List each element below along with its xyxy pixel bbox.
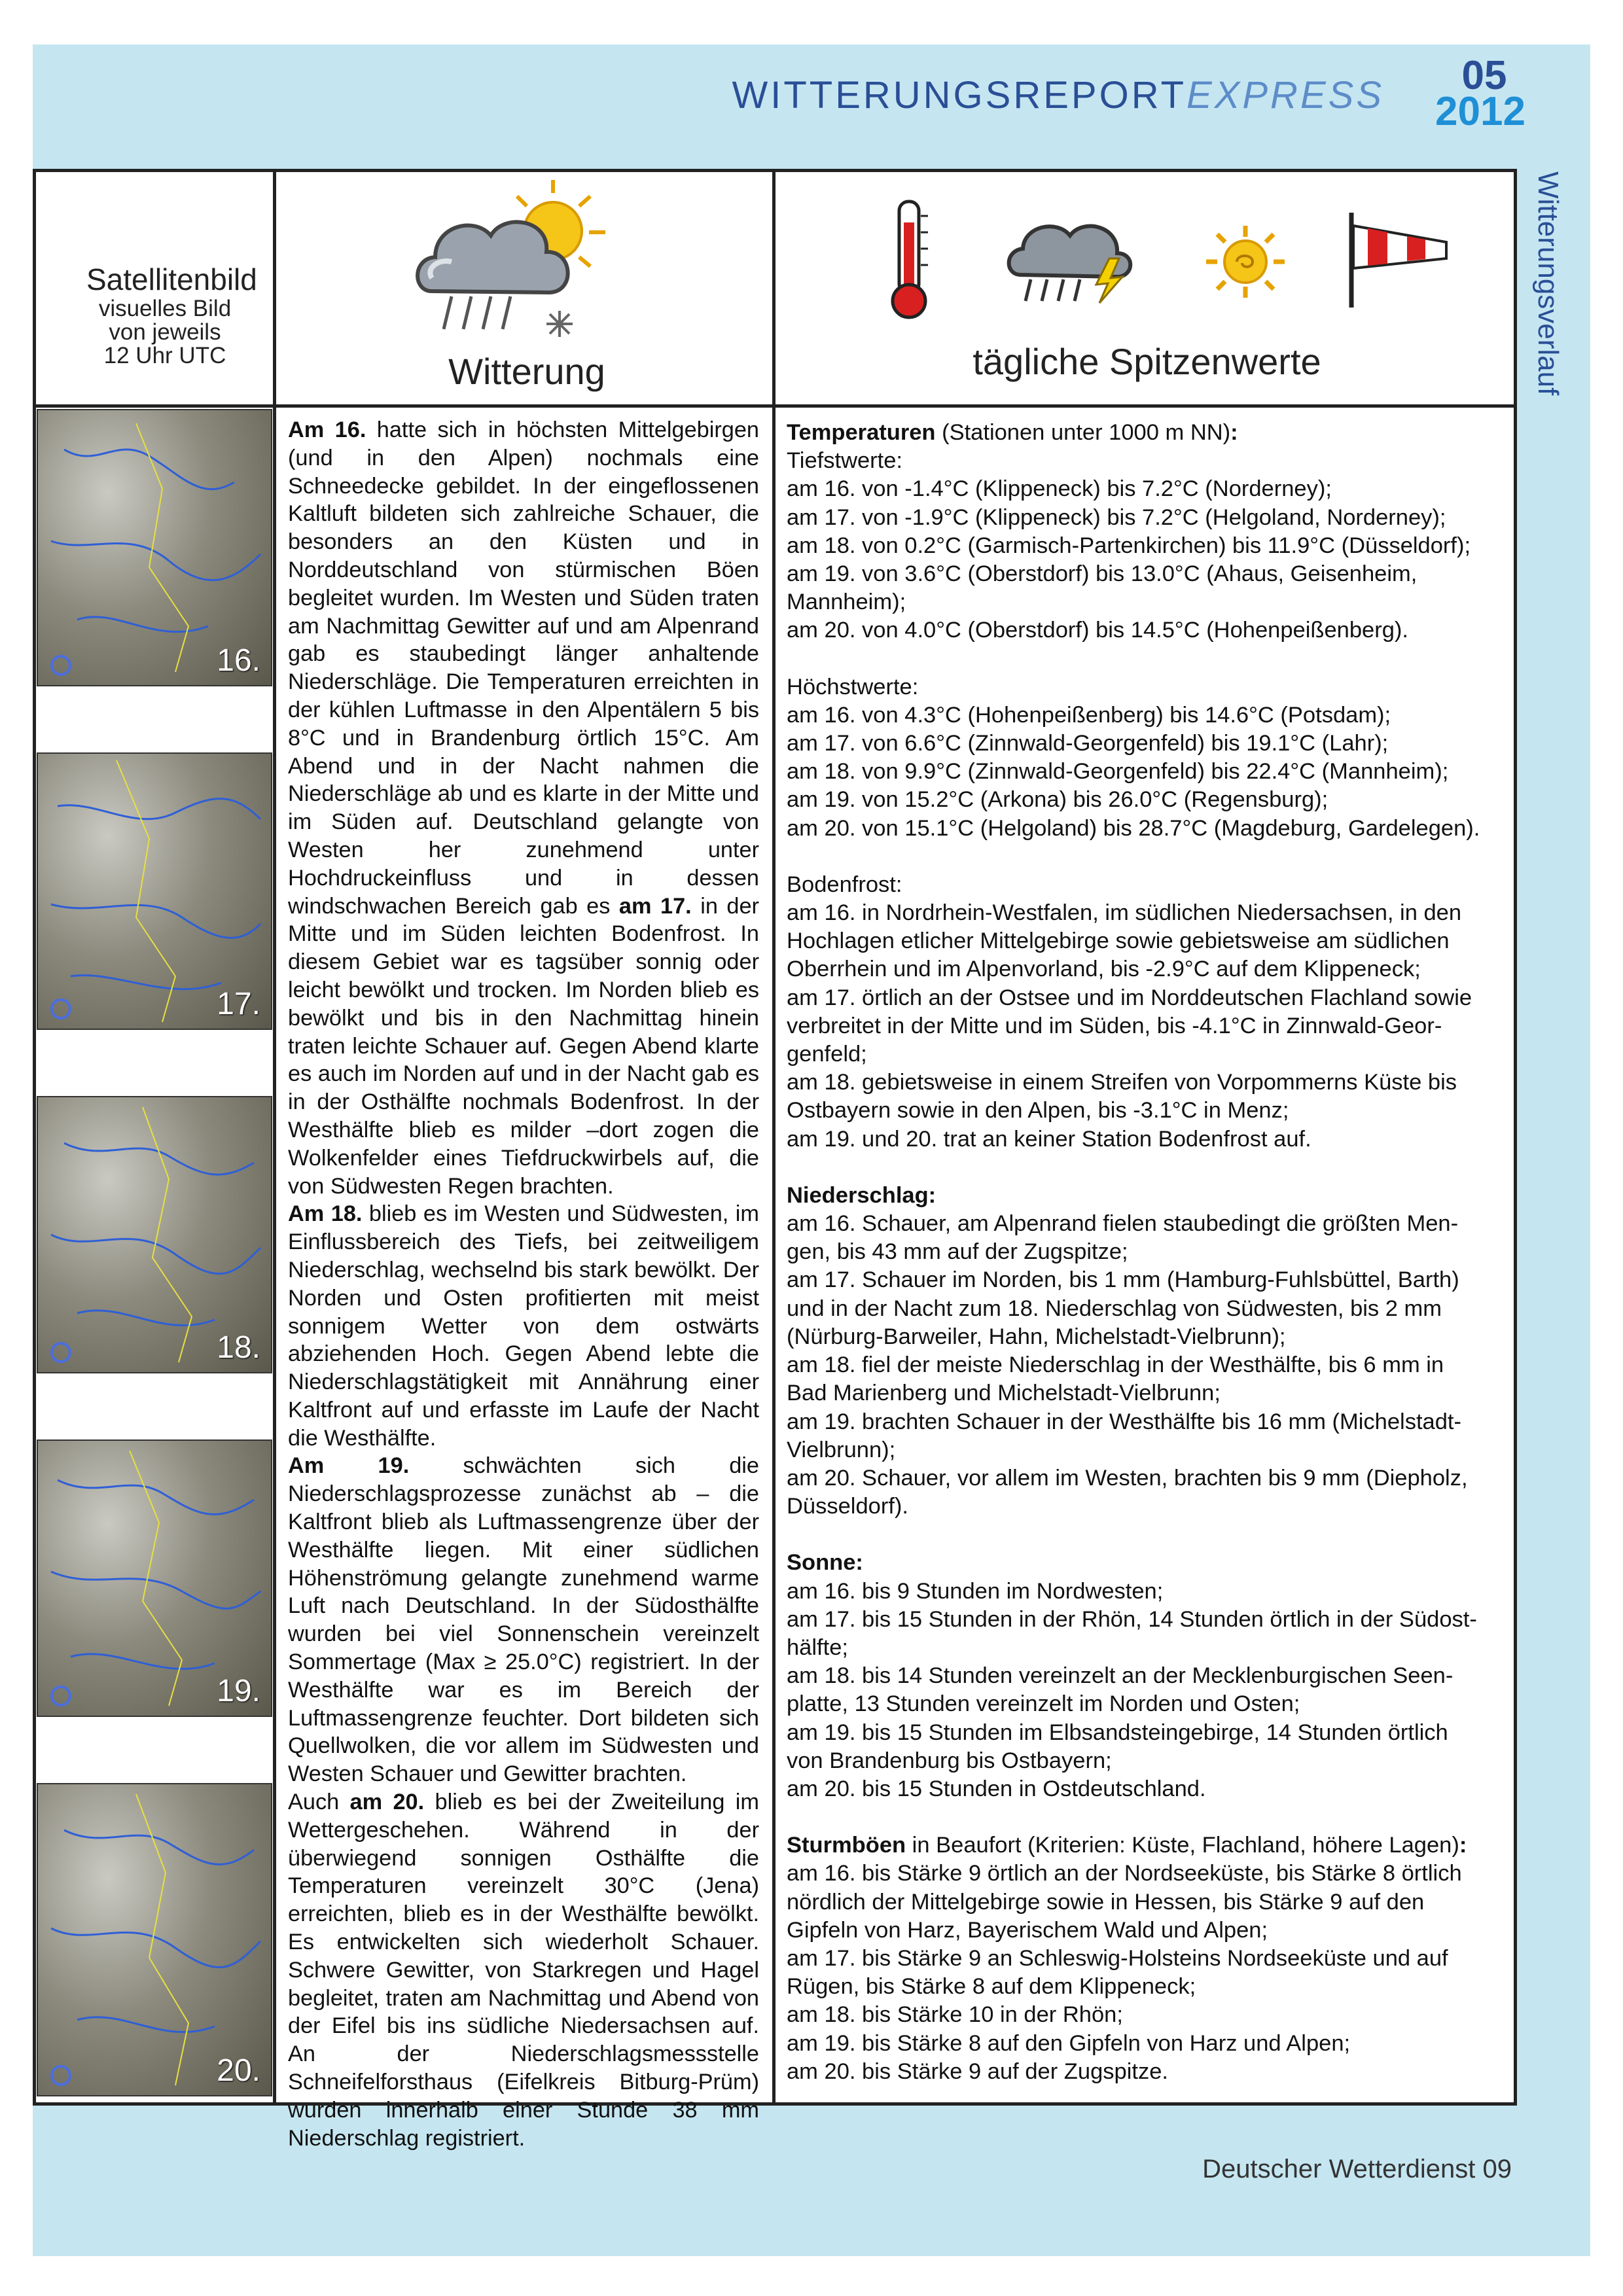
- subsection-label: Höchstwerte:: [787, 674, 919, 699]
- value-line: am 19. von 15.2°C (Arkona) bis 26.0°C (Regensburg);: [787, 787, 1329, 813]
- max-temperature-list: [787, 701, 1510, 843]
- max-temperature-section: [787, 673, 1510, 843]
- sunshine-section: [787, 1549, 1510, 1803]
- subsection-label: Tiefstwerte:: [787, 448, 903, 474]
- precipitation-section: [787, 1182, 1510, 1521]
- section-heading: Temperaturen (Stationen unter 1000 m NN):: [787, 420, 1238, 445]
- value-line: verbreitet in der Mitte und im Süden, bis -4.1°C in Zinnwald-Geor-: [787, 1013, 1442, 1038]
- value-line: Rügen, bis Stärke 8 auf dem Klippeneck;: [787, 1974, 1196, 2000]
- value-line: von Brandenburg bis Ostbayern;: [787, 1748, 1112, 1773]
- value-line: am 17. Schauer im Norden, bis 1 mm (Hamburg-Fuhlsbüttel, Barth): [787, 1267, 1459, 1293]
- issue-month: 05: [1461, 53, 1507, 98]
- satellite-image-label: 18.: [217, 1330, 260, 1365]
- value-line: Ostbayern sowie in den Alpen, bis -3.1°C in Menz;: [787, 1098, 1289, 1123]
- value-line: am 16. von -1.4°C (Klippeneck) bis 7.2°C (Norderney);: [787, 476, 1332, 502]
- precipitation-list: [787, 1210, 1510, 1521]
- value-line: am 17. bis 15 Stunden in der Rhön, 14 Stunden örtlich in der Südost-: [787, 1606, 1477, 1632]
- issue-year: 2012: [1435, 89, 1525, 134]
- value-line: Gipfeln von Harz, Bayerischem Wald und Alpen;: [787, 1917, 1268, 1943]
- satellite-image: [37, 409, 272, 686]
- value-line: Mannheim);: [787, 590, 906, 615]
- value-line: nördlich der Mittelgebirge sowie in Hessen, bis Stärke 9 auf den: [787, 1889, 1425, 1915]
- value-line: am 19. und 20. trat an keiner Station Bodenfrost auf.: [787, 1126, 1311, 1152]
- paragraph-day-19: Am 19. schwächten sich die Niederschlagsprozesse zunächst ab – die Kaltfront blieb als Luftmassengrenze über der Westhälfte liegen. Mit einer südlichen Höhenströmung gelangte zunehmend warme Luft nach Deutschland. In der Südosthälfte wurden bei viel Sonnenschein vereinzelt Sommertage (Max ≥ 25.0°C) registriert. In der Westhälfte war es im Bereich der Luftmassengrenze feuchter. Dort bildeten sich Quellwolken, die vor allem im Südwesten und Westen Schauer und Gewitter brachten.: [288, 1453, 759, 1787]
- value-line: am 16. Schauer, am Alpenrand fielen staubedingt die größten Men-: [787, 1211, 1459, 1237]
- value-line: Oberrhein und im Alpenvorland, bis -2.9°C auf dem Klippeneck;: [787, 957, 1421, 982]
- column-divider: [772, 169, 776, 2106]
- value-line: am 18. bis 14 Stunden vereinzelt an der Mecklenburgischen Seen-: [787, 1663, 1454, 1689]
- satellite-column-heading: Satellitenbild visuelles Bild von jeweils 12 Uhr UTC: [86, 262, 257, 368]
- value-line: am 18. von 9.9°C (Zinnwald-Georgenfeld) bis 22.4°C (Mannheim);: [787, 759, 1449, 785]
- satellite-image: [37, 752, 272, 1030]
- weather-column-heading: Witterung: [448, 351, 605, 392]
- satellite-image: [37, 1096, 272, 1373]
- ground-frost-list: [787, 899, 1510, 1154]
- value-line: am 17. örtlich an der Ostsee und im Norddeutschen Flachland sowie: [787, 985, 1472, 1010]
- paragraph-day-20: Auch am 20. blieb es bei der Zweiteilung im Wettergeschehen. Während in der überwiegend sonnigen Osthälfte die Temperaturen vereinzelt 30°C (Jena) erreichten, blieb es in der Westhälfte bewölkt. Es entwickelten sich wiederholt Schauer. Schwere Gewitter, von Starkregen und Hagel begleitet, traten am Nachmittag und Abend von der Eifel bis ins südliche Niedersachsen auf. An der Niederschlagsmessstelle Schneifelforsthaus (Eifelkreis Bitburg-Prüm) wurden innerhalb einer Stunde 38 mm Niederschlag registriert.: [288, 1790, 759, 2151]
- satellite-image-label: 19.: [217, 1674, 260, 1708]
- side-band: [1517, 169, 1590, 2106]
- value-line: am 18. bis Stärke 10 in der Rhön;: [787, 2002, 1123, 2028]
- value-line: am 16. bis 9 Stunden im Nordwesten;: [787, 1578, 1164, 1604]
- value-line: Düsseldorf).: [787, 1494, 908, 1519]
- section-heading: Sonne:: [787, 1550, 863, 1576]
- value-line: am 18. von 0.2°C (Garmisch-Partenkirchen) bis 11.9°C (Düsseldorf);: [787, 533, 1471, 558]
- satellite-image-label: 17.: [217, 987, 260, 1021]
- value-line: am 17. bis Stärke 9 an Schleswig-Holsteins Nordseeküste und auf: [787, 1945, 1448, 1971]
- value-line: am 16. von 4.3°C (Hohenpeißenberg) bis 14.6°C (Potsdam);: [787, 702, 1391, 728]
- gust-list: [787, 1860, 1510, 2086]
- value-line: am 20. von 4.0°C (Oberstdorf) bis 14.5°C (Hohenpeißenberg).: [787, 618, 1408, 643]
- sunshine-list: [787, 1578, 1510, 1804]
- temperature-section: [787, 419, 1510, 645]
- gust-section: [787, 1831, 1510, 2086]
- column-divider: [273, 169, 276, 2106]
- section-heading: Sturmböen in Beaufort (Kriterien: Küste, Flachland, höhere Lagen):: [787, 1833, 1467, 1858]
- ground-frost-section: [787, 871, 1510, 1154]
- paragraph-day-18: Am 18. blieb es im Westen und Südwesten, im Einflussbereich des Tiefs, bei zeitweiligem Niederschlag, wechselnd bis stark bewölkt. Der Norden und Osten profitierten mit meist sonnigem Wetter von dem ostwärts abziehenden Hoch. Gegen Abend lebte die Niederschlagstätigkeit mit Annährung einer Kaltfront auf und erfasste im Laufe der Nacht die Westhälfte.: [288, 1201, 759, 1451]
- report-title: WITTERUNGSREPORTEXPRESS: [732, 74, 1384, 116]
- peak-values-list: [787, 419, 1510, 2114]
- satellite-image-label: 16.: [217, 643, 260, 678]
- windsock-icon: [1342, 206, 1459, 311]
- value-line: am 19. brachten Schauer in der Westhälfte bis 16 mm (Michelstadt-: [787, 1409, 1461, 1434]
- min-temperature-list: [787, 475, 1510, 645]
- value-line: Vielbrunn);: [787, 1437, 896, 1462]
- section-heading: Niederschlag:: [787, 1182, 936, 1208]
- value-line: genfeld;: [787, 1042, 867, 1067]
- satellite-image: [37, 1439, 272, 1717]
- value-line: am 19. von 3.6°C (Oberstdorf) bis 13.0°C (Ahaus, Geisenheim,: [787, 561, 1418, 587]
- value-line: Bad Marienberg und Michelstadt-Vielbrunn;: [787, 1381, 1221, 1406]
- weather-narrative: [288, 416, 759, 2152]
- value-line: am 20. von 15.1°C (Helgoland) bis 28.7°C (Magdeburg, Gardelegen).: [787, 815, 1480, 841]
- thermometer-icon: [885, 196, 937, 321]
- value-line: am 17. von -1.9°C (Klippeneck) bis 7.2°C (Helgoland, Norderney);: [787, 504, 1446, 530]
- side-label: Witterungsverlauf: [1532, 171, 1564, 396]
- sun-icon: [1196, 222, 1294, 301]
- paragraph-day-16: Am 16. hatte sich in höchsten Mittelgebirgen (und in den Alpen) nochmals eine Schneedecke gebildet. In der eingeflossenen Kaltluft bildeten sich zahlreiche Schauer, die besonders an den Küsten und in Norddeutschland von stürmischen Böen begleitet wurden. Im Westen und Süden traten am Nachmittag Gewitter auf und am Alpenrand gab es staubedingt länger anhaltende Niederschläge. Die Temperaturen erreichten in der kühlen Luftmasse in den Alpentälern 5 bis 8°C und in Brandenburg örtlich 15°C. Am Abend und in der Nacht nahmen die Niederschläge ab und es klarte in der Mitte und im Süden auf. Deutschland gelangte von Westen her zunehmend unter Hochdruckeinfluss und in dessen windschwachen Bereich gab es am 17. in der Mitte und im Süden leichten Bodenfrost. In diesem Gebiet war es tagsüber sonnig oder leicht bewölkt und trocken. Im Norden blieb es bewölkt und bis in den Nachmittag hinein traten leichte Schauer auf. Gegen Abend klarte es auch im Norden auf und in der Nacht gab es in der Osthälfte nochmals Bodenfrost. In der Westhälfte blieb es milder –dort zogen die Wolkenfelder eines Tiefdruckwirbels auf, die von Südwesten Regen brachten.: [288, 417, 759, 1199]
- value-line: am 20. bis 15 Stunden in Ostdeutschland.: [787, 1776, 1206, 1801]
- value-line: am 16. bis Stärke 9 örtlich an der Nordseeküste, bis Stärke 8 örtlich: [787, 1861, 1462, 1886]
- value-line: am 19. bis Stärke 8 auf den Gipfeln von Harz und Alpen;: [787, 2030, 1351, 2056]
- value-line: gen, bis 43 mm auf der Zugspitze;: [787, 1239, 1128, 1265]
- value-line: am 20. Schauer, vor allem im Westen, brachten bis 9 mm (Diepholz,: [787, 1465, 1468, 1491]
- footer-text: Deutscher Wetterdienst 09: [1202, 2155, 1512, 2183]
- subsection-label: Bodenfrost:: [787, 872, 902, 897]
- header-row-divider: [33, 404, 1517, 408]
- column-divider: [1514, 169, 1517, 2106]
- value-line: Hochlagen etlicher Mittelgebirge sowie gebietsweise am südlichen: [787, 928, 1450, 954]
- value-line: am 17. von 6.6°C (Zinnwald-Georgenfeld) bis 19.1°C (Lahr);: [787, 731, 1389, 756]
- value-line: am 16. in Nordrhein-Westfalen, im südlichen Niedersachsen, in den: [787, 900, 1462, 926]
- value-line: und in der Nacht zum 18. Niederschlag von Südwesten, bis 2 mm: [787, 1296, 1442, 1321]
- cloud-sun-lightning-icon: [412, 180, 609, 340]
- value-line: am 20. bis Stärke 9 auf der Zugspitze.: [787, 2058, 1168, 2084]
- satellite-image: [37, 1783, 272, 2096]
- peak-values-column-heading: tägliche Spitzenwerte: [972, 341, 1321, 382]
- value-line: platte, 13 Stunden vereinzelt im Norden und Osten;: [787, 1691, 1300, 1717]
- value-line: am 19. bis 15 Stunden im Elbsandsteingebirge, 14 Stunden örtlich: [787, 1720, 1448, 1745]
- value-line: hälfte;: [787, 1634, 848, 1660]
- value-line: am 18. fiel der meiste Niederschlag in der Westhälfte, bis 6 mm in: [787, 1352, 1444, 1378]
- thunderstorm-icon: [1005, 213, 1135, 304]
- satellite-image-label: 20.: [217, 2053, 260, 2088]
- value-line: am 18. gebietsweise in einem Streifen von Vorpommerns Küste bis: [787, 1070, 1457, 1095]
- value-line: (Nürburg-Barweiler, Hahn, Michelstadt-Vielbrunn);: [787, 1324, 1286, 1349]
